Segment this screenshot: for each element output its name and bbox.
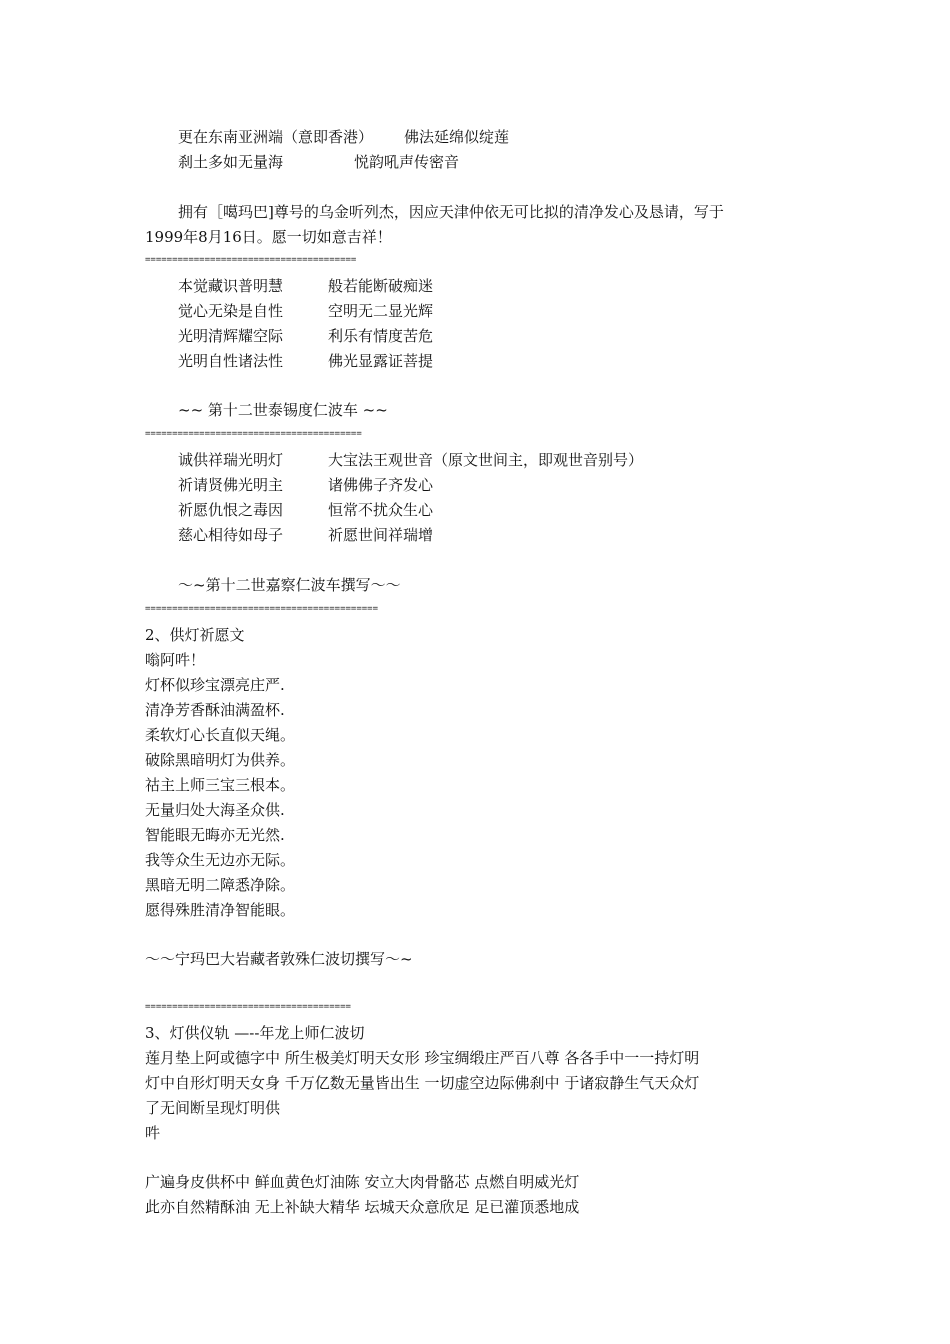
verse-line bbox=[178, 351, 433, 371]
section-title: 3、灯供仪轨 —--年龙上师仁波切 bbox=[145, 1024, 365, 1042]
verse-left: 祈请贤佛光明主 bbox=[178, 476, 284, 494]
separator: ======================================= bbox=[145, 255, 357, 265]
prayer-line: 祜主上师三宝三根本。 bbox=[145, 776, 296, 794]
signature: ~~ 第十二世泰锡度仁波车 ~~ bbox=[178, 401, 388, 419]
verse-line bbox=[178, 276, 433, 296]
signature: ～～宁玛巴大岩藏者敦殊仁波切撰写～~ bbox=[145, 950, 413, 968]
verse-left: 诚供祥瑞光明灯 bbox=[178, 451, 284, 469]
verse-left: 慈心相待如母子 bbox=[178, 526, 284, 544]
ritual-line: 莲月垫上阿或德字中 所生极美灯明天女形 珍宝绸缎庄严百八尊 各各手中一一持灯明 bbox=[145, 1049, 700, 1067]
verse-right: 般若能断破痴迷 bbox=[328, 277, 434, 295]
verse-line bbox=[178, 301, 433, 321]
verse-right: 大宝法王观世音（原文世间主，即观世音别号） bbox=[328, 451, 644, 469]
verse-line bbox=[178, 450, 643, 470]
prayer-line: 我等众生无边亦无际。 bbox=[145, 851, 296, 869]
ritual-line: 此亦自然精酥油 无上补缺大精华 坛城天众意欣足 足已灌顶悉地成 bbox=[145, 1198, 580, 1216]
verse-left: 本觉藏识普明慧 bbox=[178, 277, 284, 295]
verse-right: 诸佛佛子齐发心 bbox=[328, 476, 434, 494]
verse-line bbox=[178, 525, 433, 545]
verse-right: 佛光显露证菩提 bbox=[328, 352, 434, 370]
verse-left: 光明清辉耀空际 bbox=[178, 327, 284, 345]
verse-left: 更在东南亚洲端（意即香港） bbox=[178, 128, 374, 146]
verse-line bbox=[178, 500, 433, 520]
prayer-line: 清净芳香酥油满盈杯. bbox=[145, 701, 285, 719]
verse-line bbox=[178, 475, 433, 495]
prayer-line: 灯杯似珍宝漂亮庄严. bbox=[145, 676, 285, 694]
verse-right: 祈愿世间祥瑞增 bbox=[328, 526, 434, 544]
ritual-line: 广遍身皮供杯中 鲜血黄色灯油陈 安立大肉骨骼芯 点燃自明威光灯 bbox=[145, 1173, 580, 1191]
verse-right: 佛法延绵似绽莲 bbox=[404, 128, 510, 146]
verse-left: 光明自性诸法性 bbox=[178, 352, 284, 370]
verse-line bbox=[178, 127, 509, 147]
verse-right: 空明无二显光辉 bbox=[328, 302, 434, 320]
verse-left: 祈愿仇恨之毒因 bbox=[178, 501, 284, 519]
prayer-line: 智能眼无晦亦无光然. bbox=[145, 826, 285, 844]
note-line: 1999年8月16日。愿一切如意吉祥！ bbox=[145, 228, 392, 246]
verse-right: 恒常不扰众生心 bbox=[328, 501, 434, 519]
verse-right: 利乐有情度苦危 bbox=[328, 327, 434, 345]
verse-left: 觉心无染是自性 bbox=[178, 302, 284, 320]
prayer-line: 愿得殊胜清净智能眼。 bbox=[145, 901, 296, 919]
verse-line bbox=[178, 152, 459, 172]
prayer-line: 破除黑暗明灯为供养。 bbox=[145, 751, 296, 769]
separator: =========================================== bbox=[145, 604, 378, 614]
ritual-line: 灯中自形灯明天女身 千万亿数无量皆出生 一切虚空边际佛刹中 于诸寂静生气天众灯 bbox=[145, 1074, 700, 1092]
section-title: 2、供灯祈愿文 bbox=[145, 626, 245, 644]
ritual-line: 了无间断呈现灯明供 bbox=[145, 1099, 281, 1117]
separator: ======================================== bbox=[145, 429, 362, 439]
signature: ～~第十二世嘉察仁波车撰写～～ bbox=[178, 576, 401, 594]
separator: ====================================== bbox=[145, 1002, 351, 1012]
verse-right: 悦韵吼声传密音 bbox=[354, 153, 460, 171]
verse-line bbox=[178, 326, 433, 346]
prayer-line: 嗡阿吽！ bbox=[145, 651, 206, 669]
note-line: 拥有［噶玛巴]尊号的乌金听列杰，因应天津仲依无可比拟的清净发心及恳请，写于 bbox=[178, 203, 724, 221]
prayer-line: 无量归处大海圣众供. bbox=[145, 801, 285, 819]
ritual-line: 吽 bbox=[145, 1124, 161, 1142]
prayer-line: 柔软灯心长直似天绳。 bbox=[145, 726, 296, 744]
verse-left: 刹土多如无量海 bbox=[178, 153, 284, 171]
prayer-line: 黑暗无明二障悉净除。 bbox=[145, 876, 296, 894]
